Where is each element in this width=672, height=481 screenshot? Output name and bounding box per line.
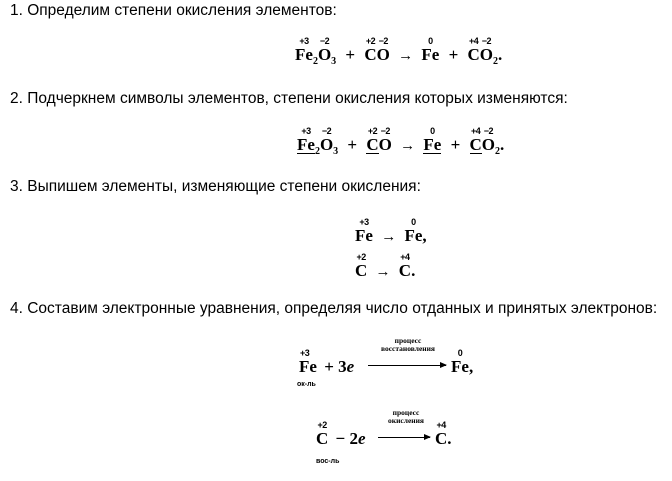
atom-o: −2 O bbox=[317, 36, 332, 64]
atom-c: +4 C bbox=[435, 420, 448, 448]
half-equation-oxidation: +2 C − 2e bbox=[316, 420, 366, 448]
atom-o: −2 O bbox=[378, 126, 392, 154]
atom-fe: +3 Fe bbox=[295, 36, 313, 64]
atom-c: +2 C bbox=[316, 420, 329, 448]
reaction-arrow bbox=[368, 365, 446, 366]
atom-fe-underlined: +3 Fe bbox=[297, 126, 315, 154]
atom-fe-underlined: 0 Fe bbox=[423, 126, 442, 154]
atom-c: +2 C bbox=[355, 252, 368, 280]
atom-fe: 0 Fe bbox=[451, 348, 469, 376]
atom-o: −2 O bbox=[319, 126, 334, 154]
process-label-reduction: процесс восстановления bbox=[380, 336, 435, 353]
equation-c-change: +2 C → +4 C. bbox=[355, 252, 416, 280]
atom-c: +2 C bbox=[364, 36, 377, 64]
atom-c-underlined: +2 C bbox=[366, 126, 379, 154]
step-3-text: 3. Выпишем элементы, изменяющие степени окисления: bbox=[10, 178, 421, 195]
atom-fe: +3 Fe bbox=[299, 348, 317, 376]
atom-fe: 0 Fe bbox=[404, 217, 423, 245]
atom-fe: +3 Fe bbox=[355, 217, 373, 245]
step-2-text: 2. Подчеркнем символы элементов, степени окисления которых изменяются: bbox=[10, 90, 568, 107]
half-equation-reduction-product: 0 Fe, bbox=[451, 348, 474, 376]
half-equation-reduction: +3 Fe + 3e bbox=[299, 348, 355, 376]
reducer-label: вос-ль bbox=[316, 458, 340, 465]
atom-c: +4 C bbox=[398, 252, 412, 280]
process-label-oxidation: процесс окисления bbox=[388, 408, 424, 425]
atom-o: −2 O bbox=[376, 36, 390, 64]
step-1-text: 1. Определим степени окисления элементов: bbox=[10, 2, 337, 19]
atom-o: −2 O bbox=[481, 126, 496, 154]
half-equation-oxidation-product: +4 C. bbox=[435, 420, 452, 448]
equation-fe-change: +3 Fe → 0 Fe, bbox=[355, 217, 427, 245]
oxidizer-label: ок-ль bbox=[297, 381, 316, 388]
equation-underlined: +3 $Fe_2$ −2 $O_3$ + +2 C −2 O → 0 Fe + +4 C −2 $O_2$. bbox=[297, 126, 505, 157]
atom-fe: 0 Fe bbox=[421, 36, 440, 64]
reaction-arrow bbox=[378, 437, 430, 438]
atom-c-underlined: +4 C bbox=[469, 126, 482, 154]
atom-o: −2 O bbox=[479, 36, 494, 64]
atom-c: +4 C bbox=[467, 36, 480, 64]
step-4-text: 4. Составим электронные уравнения, определяя число отданных и принятых электронов: bbox=[10, 300, 658, 317]
equation-oxidation-states: +3 $Fe_2$ −2 $O_3$ + +2 C −2 O → 0 Fe + +4 C −2 $O_2$. bbox=[295, 36, 503, 67]
